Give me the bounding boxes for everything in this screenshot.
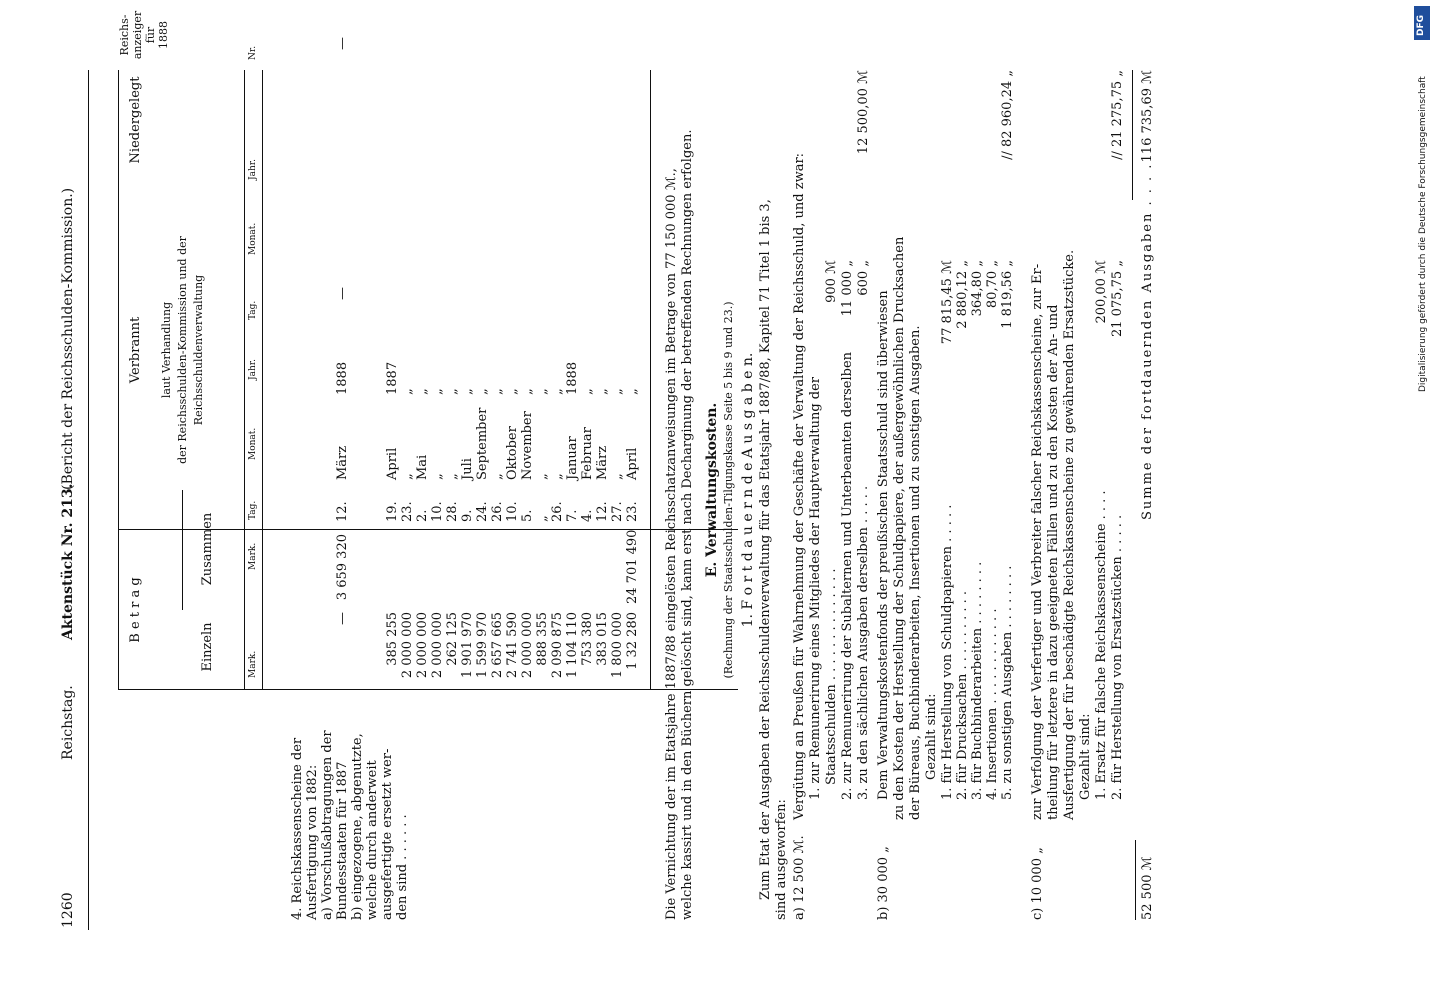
- rows-b-einzeln: [385, 612, 640, 682]
- dash: —: [335, 37, 350, 50]
- dash: —: [335, 287, 350, 300]
- cell-jahr: „: [520, 388, 535, 395]
- cell-jahr: „: [460, 388, 475, 395]
- item-c-value-2: 21 075,75 „: [1110, 260, 1125, 338]
- sum-left: 52 500 ℳ: [1140, 856, 1155, 920]
- cell-einzeln: 753 380: [580, 612, 595, 666]
- cell-monat: „: [535, 473, 550, 480]
- cell-einzeln: 2 000 000: [520, 612, 535, 679]
- cell-jahr: „: [610, 388, 625, 395]
- unit-monat-2: Monat.: [248, 222, 258, 255]
- cell-monat: Oktober: [505, 426, 520, 480]
- cell-tag: 10.: [505, 501, 520, 522]
- left-text-line: Ausfertigung von 1882:: [305, 764, 320, 920]
- header-reichsanzeiger: Reichs- anzeiger für 1888: [118, 10, 170, 60]
- item-c-amount: c) 10 000 „: [1030, 847, 1045, 920]
- cell-monat: Mai: [415, 454, 430, 480]
- cell-monat: „: [430, 473, 445, 480]
- item-a-text: Vergütung an Preußen für Wahrnehmung der Geschäfte der Verwaltung der Reichsschuld, und zwar:: [792, 152, 807, 820]
- page-subtitle: (Bericht der Reichsschulden-Kommission.): [60, 187, 76, 490]
- cell-jahr: „: [400, 388, 415, 395]
- cell-jahr: „: [430, 388, 445, 395]
- item-a-value-3: 600 „: [856, 260, 871, 296]
- cell-monat: „: [610, 473, 625, 480]
- cell-monat: November: [520, 411, 535, 480]
- header-zusammen: Zusammen: [200, 512, 215, 586]
- cell-einzeln: 2 090 875: [550, 612, 565, 679]
- cell-tag: 26.: [490, 501, 505, 522]
- cell-tag: 27.: [610, 501, 625, 522]
- cell-einzeln: 1 599 970: [475, 612, 490, 679]
- item-b-value: 1 819,56 „: [1000, 260, 1015, 329]
- section-heading: E. Verwaltungskosten.: [704, 402, 720, 578]
- left-text-line: Bundesstaaten für 1887: [335, 761, 350, 920]
- table-left-text: [290, 730, 410, 920]
- cell-jahr: „: [415, 388, 430, 395]
- dfg-credit: Digitalisierung gefördert durch die Deutsche Forschungsgemeinschaft: [1418, 76, 1428, 392]
- page-title: Aktenstück Nr. 213.: [60, 483, 76, 640]
- item-c-text-4: Gezahlt sind:: [1078, 713, 1093, 800]
- row-a-jahr: 1888: [335, 361, 350, 395]
- item-b-text-2: zu den Kosten der Herstellung der Schuldpapiere, der außergewöhnlichen Drucksachen: [892, 236, 907, 820]
- left-text-line: welche durch anderweit: [365, 760, 380, 920]
- item-b-lines: [940, 505, 1015, 800]
- cell-jahr: „: [445, 388, 460, 395]
- table-top-rule: [118, 70, 119, 690]
- section-intro-1: Zum Etat der Ausgaben der Reichsschuldenverwaltung für das Etatsjahr 1887/88, Kapitel 71 Titel 1 bis 3,: [758, 199, 773, 900]
- item-b-line: 3. für Buchbinderarbeiten . . . . . . . .: [970, 561, 985, 800]
- cell-tag: 19.: [385, 501, 400, 522]
- niedergelegt-dashes: [335, 287, 350, 300]
- item-b-total: // 82 960,24 „: [1000, 70, 1015, 160]
- section-subheading: (Rechnung der Staatsschulden-Tilgungskasse Seite 5 bis 9 und 23.): [722, 301, 735, 679]
- item-b-line: 5. zu sonstigen Ausgaben . . . . . . . .: [1000, 565, 1015, 800]
- item-b-line: 2. für Drucksachen . . . . . . . . . .: [955, 590, 970, 800]
- item-c-text-1: zur Verfolgung der Verfertiger und Verbreiter falscher Reichskassenscheine, zur Er-: [1030, 263, 1045, 820]
- cell-tag: 23.: [625, 501, 640, 522]
- cell-tag: 2.: [415, 509, 430, 522]
- header-einzeln: Einzeln: [200, 622, 215, 672]
- item-b-line: 4. Insertionen . . . . . . . . . . . .: [985, 608, 1000, 800]
- cell-einzeln: 262 125: [445, 612, 460, 666]
- reichsanzeiger-dashes: [335, 37, 350, 50]
- row-a-monat: März: [335, 445, 350, 480]
- cell-einzeln: 1 104 110: [565, 612, 580, 679]
- cell-monat: „: [550, 473, 565, 480]
- cell-monat: „: [490, 473, 505, 480]
- rows-b-total: 24 701 490: [625, 529, 640, 604]
- item-b-value: 77 815,45 ℳ: [940, 260, 955, 345]
- note-line-1: Die Vernichtung der im Etatsjahre 1887/88 eingelösten Reichsschatzanweisungen im Betrage von 77 150 000 ℳ.,: [664, 168, 679, 920]
- cell-monat: April: [625, 447, 640, 480]
- item-b-text-1: Dem Verwaltungskostenfonds der preußischen Staatsschuld sind überwiesen: [876, 290, 891, 800]
- cell-monat: Februar: [580, 427, 595, 480]
- header-rule: [88, 70, 89, 930]
- unit-jahr-2: Jahr.: [248, 159, 258, 180]
- item-b-value: 2 880,12 „: [955, 260, 970, 329]
- unit-nr: Nr.: [248, 45, 258, 60]
- unit-tag-2: Tag.: [248, 300, 258, 320]
- cell-jahr: „: [595, 388, 610, 395]
- cell-einzeln: 1 800 000: [610, 612, 625, 679]
- cell-tag: 12.: [595, 501, 610, 522]
- unit-jahr: Jahr.: [248, 359, 258, 380]
- item-a-line-3: 2. zur Remunerirung der Subalternen und Unterbeamten derselben: [840, 351, 855, 800]
- cell-tag: 24.: [475, 501, 490, 522]
- table-subheader-rule: [244, 70, 245, 690]
- rows-b-tag: [385, 501, 640, 522]
- sum-label: Summe der fortdauernden Ausgaben . . . .: [1140, 162, 1155, 520]
- item-b-line: 1. für Herstellung von Schuldpapieren . . . . .: [940, 504, 955, 800]
- table-bottom-rule: [650, 70, 651, 690]
- cell-tag: 7.: [565, 509, 580, 522]
- cell-jahr: 1887: [385, 361, 400, 395]
- unit-tag: Tag.: [248, 500, 258, 520]
- item-b-text-3: der Büreaus, Buchbinderarbeiten, Insertionen und zu sonstigen Ausgaben.: [908, 325, 923, 820]
- cell-einzeln: 385 255: [385, 612, 400, 666]
- item-b-text-4: Gezahlt sind:: [924, 693, 939, 780]
- section-part1: 1. F o r t d a u e r n d e A u s g a b e n.: [740, 352, 756, 628]
- item-a-line-2: Staatsschulden . . . . . . . . . . . . . .: [824, 568, 839, 785]
- unit-mark-1: Mark.: [248, 650, 258, 678]
- cell-jahr: „: [505, 388, 520, 395]
- cell-einzeln: 2 000 000: [415, 612, 430, 679]
- dfg-logo-text: DFG: [1416, 14, 1426, 36]
- item-b-amount: b) 30 000 „: [876, 846, 891, 920]
- table-left-border: [118, 689, 738, 690]
- item-b-values: [940, 260, 1015, 400]
- cell-jahr: „: [550, 388, 565, 395]
- cell-tag: „: [535, 515, 550, 522]
- section-intro-2: sind ausgeworfen:: [774, 799, 789, 920]
- cell-jahr: „: [580, 388, 595, 395]
- cell-einzeln: 383 015: [595, 612, 610, 666]
- header-betrag: B e t r a g: [128, 577, 143, 643]
- cell-tag: 9.: [460, 509, 475, 522]
- rows-b-monat: [385, 408, 640, 480]
- sum-value: 116 735,69 ℳ: [1140, 70, 1155, 163]
- left-text-line: ausgefertigte ersetzt wer-: [380, 748, 395, 920]
- cell-tag: 5.: [520, 509, 535, 522]
- cell-monat: Juli: [460, 458, 475, 480]
- cell-einzeln: 2 000 000: [430, 612, 445, 679]
- table-header-bottom-rule: [262, 70, 263, 690]
- cell-tag: 10.: [430, 501, 445, 522]
- item-a-value-1: 900 ℳ: [824, 260, 839, 303]
- cell-jahr: 1888: [565, 361, 580, 395]
- cell-monat: April: [385, 447, 400, 480]
- row-a-zusammen: 3 659 320: [335, 534, 350, 601]
- item-a-line-4: 3. zu den sächlichen Ausgaben derselben . . . . .: [856, 485, 871, 800]
- cell-jahr: „: [625, 388, 640, 395]
- item-c-text-3: Ausfertigung der für beschädigte Reichskassenscheine zu gewährenden Ersatzstücke.: [1062, 249, 1077, 820]
- sum-rule: [1132, 70, 1133, 200]
- item-b-value: 364,80 „: [970, 260, 985, 317]
- cell-monat: Januar: [565, 436, 580, 480]
- cell-monat: März: [595, 445, 610, 480]
- left-text-line: den sind . . . . . .: [395, 814, 410, 920]
- unit-monat: Monat.: [248, 427, 258, 460]
- dfg-logo: [1414, 6, 1430, 40]
- cell-monat: September: [475, 407, 490, 480]
- item-a-total: 12 500,00 ℳ: [856, 70, 871, 155]
- rows-b-jahr: [385, 362, 640, 395]
- item-a-value-2: 11 000 „: [840, 260, 855, 317]
- header-laut-verhandlung: laut Verhandlung: [160, 301, 173, 399]
- cell-jahr: „: [535, 388, 550, 395]
- cell-jahr: „: [490, 388, 505, 395]
- note-line-2: welche kassirt und in den Büchern gelöscht sind, kann erst nach Decharginung der betreffenden Rechnungen erfolgen.: [680, 129, 695, 920]
- cell-monat: „: [400, 473, 415, 480]
- header-niedergelegt: Niedergelegt: [128, 76, 143, 164]
- item-c-line-1: 1. Ersatz für falsche Reichskassenscheine . . . .: [1094, 490, 1109, 800]
- cell-tag: 28.: [445, 501, 460, 522]
- row-a-tag: 12.: [335, 501, 350, 522]
- sum-left-rule: [1135, 840, 1136, 920]
- header-der-kommission: der Reichsschulden-Kommission und der: [176, 236, 189, 464]
- unit-mark-2: Mark.: [248, 542, 258, 570]
- item-c-value-1: 200,00 ℳ: [1094, 260, 1109, 324]
- cell-tag: 23.: [400, 501, 415, 522]
- item-c-total: // 21 275,75 „: [1110, 70, 1125, 160]
- item-b-value: 80,70 „: [985, 260, 1000, 309]
- item-c-line-2: 2. für Herstellung von Ersatzstücken . . . . .: [1110, 514, 1125, 800]
- cell-einzeln: 2 657 665: [490, 612, 505, 679]
- cell-einzeln: 2 000 000: [400, 612, 415, 679]
- header-verwaltung: Reichsschuldenverwaltung: [192, 274, 205, 426]
- cell-einzeln: 1 901 970: [460, 612, 475, 679]
- table-col-rule-1: [118, 529, 738, 530]
- header-left: Reichstag.: [60, 685, 76, 760]
- cell-tag: 4.: [580, 509, 595, 522]
- cell-monat: „: [445, 473, 460, 480]
- page-number: 1260: [60, 892, 76, 928]
- cell-jahr: „: [475, 388, 490, 395]
- left-text-line: b) eingezogene, abgenutzte,: [350, 733, 365, 920]
- left-text-line: 4. Reichskassenscheine der: [290, 737, 305, 920]
- cell-einzeln: 2 741 590: [505, 612, 520, 679]
- row-a-einzeln: —: [335, 612, 350, 625]
- item-a-line-1: 1. zur Remunerirung eines Mitgliedes der Hauptverwaltung der: [808, 376, 823, 800]
- cell-tag: 26.: [550, 501, 565, 522]
- header-verbrannt: Verbrannt: [128, 316, 143, 384]
- cell-einzeln: 1 32 280: [625, 612, 640, 670]
- item-c-text-2: theilung für letztere in dazu geeigneten Fällen und zu den Kosten der An- und: [1046, 304, 1061, 820]
- left-text-line: a) Vorschußabtragungen der: [320, 730, 335, 920]
- item-a-amount: a) 12 500 ℳ.: [792, 835, 807, 920]
- cell-einzeln: 888 355: [535, 612, 550, 666]
